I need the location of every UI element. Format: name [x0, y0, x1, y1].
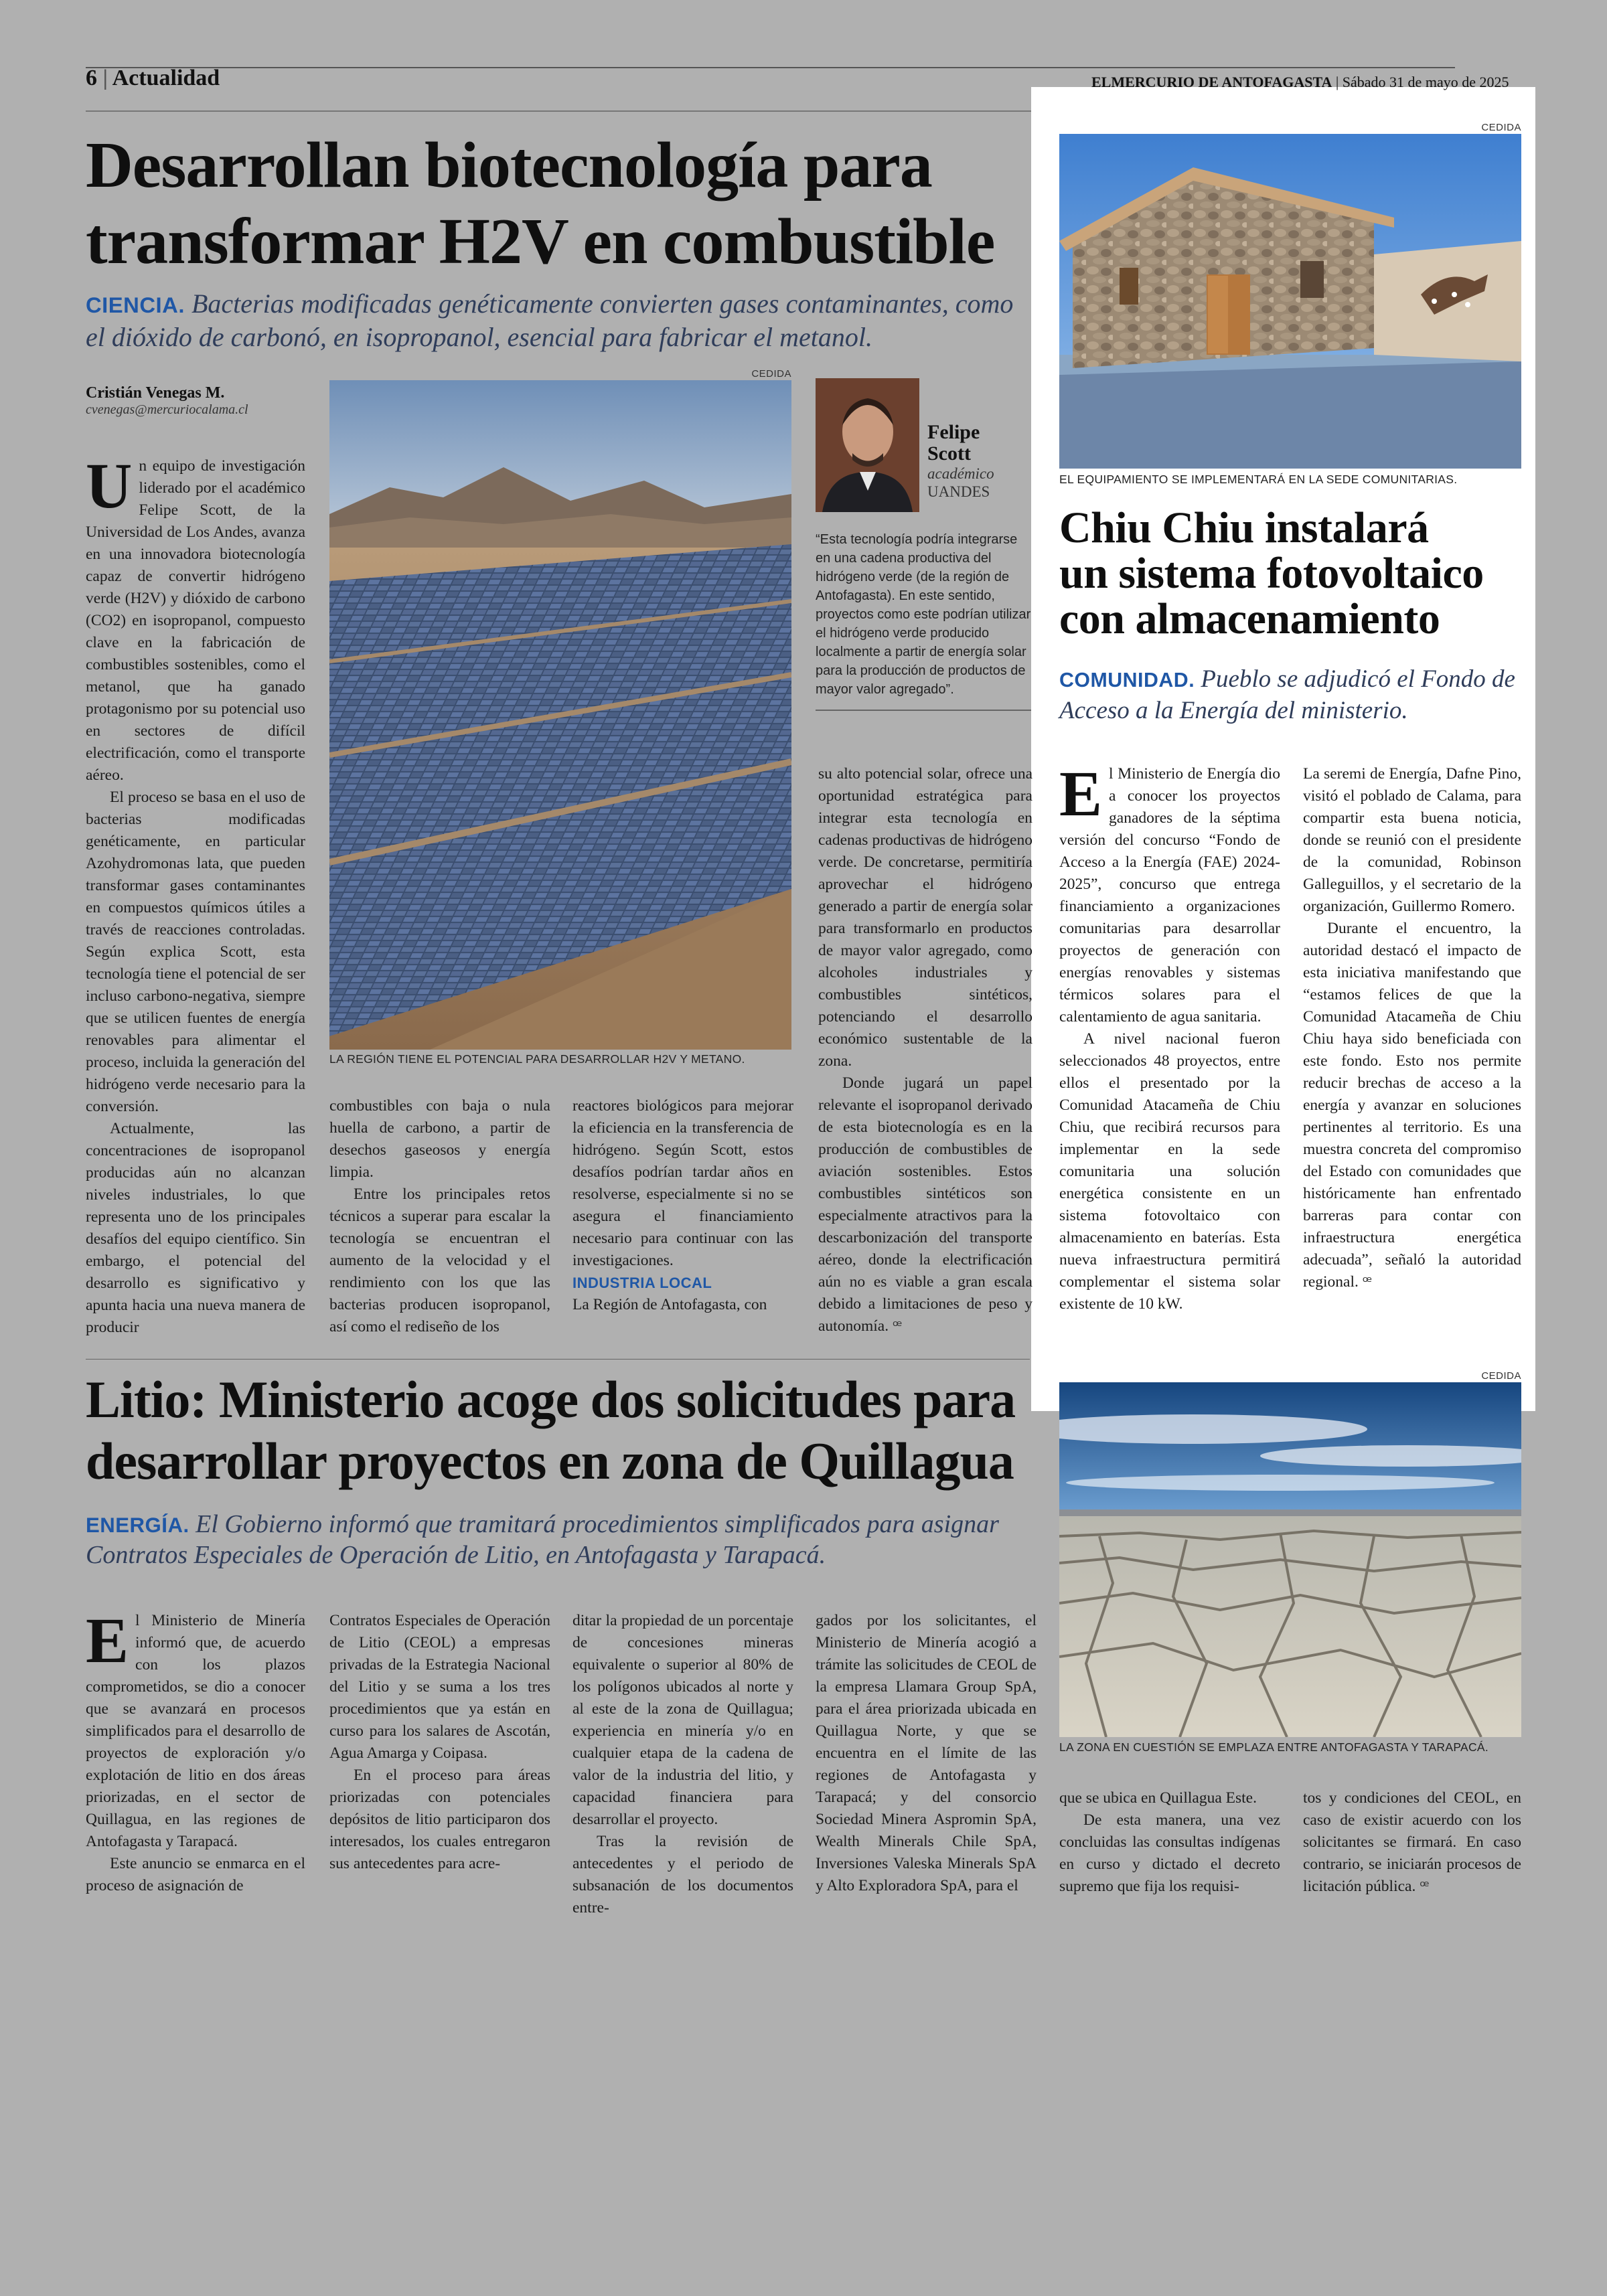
article3-paragraph: En el proceso para áreas priorizadas con potenciales depósitos de litio participaron dos interesados, los cuales entregaron sus antecedentes para acre- [329, 1767, 550, 1872]
article2-column-2 [1303, 763, 1521, 1293]
article2-deck-text: Pueblo se adjudicó el Fondo de Acceso a la Energía del ministerio. [1059, 665, 1515, 724]
article1-column-1 [86, 450, 305, 1339]
article1-paragraph: combustibles con baja o nula huella de carbono, a partir de desechos gaseosos y energía limpia. [329, 1097, 550, 1181]
article1-paragraph: Entre los principales retos técnicos a superar para escalar la tecnología se encuentran el aumento de la velocidad y el rendimiento con los que las bacterias producen isopropanol, así como el rediseño de los [329, 1185, 550, 1335]
article3-tag: ENERGÍA. [86, 1513, 189, 1537]
section-name: Actualidad [112, 66, 220, 90]
article1-headline [86, 127, 1037, 280]
article3-paragraph: Tras la revisión de antecedentes y el periodo de subsanación de los documentos entre- [572, 1833, 793, 1916]
article3-dropcap: E [86, 1605, 129, 1676]
issue-date: Sábado 31 de mayo de 2025 [1342, 74, 1509, 90]
article2-column-1 [1059, 758, 1280, 1315]
article2-photo-caption: EL EQUIPAMIENTO SE IMPLEMENTARÁ EN LA SEDE COMUNITARIAS. [1059, 473, 1458, 486]
article1-column-4 [818, 763, 1032, 1337]
article1-paragraph: El proceso se basa en el uso de bacterias modificadas genéticamente, en particular Azohydromonas lata, que pueden transformar gases contaminantes en compuestos químicos útiles a través de reacciones controladas. Según explica Scott, esta tecnología tiene el potencial de ser incluso carbono-negativa, siempre que se utilicen fuentes de energía renovables para alimentar el proceso, incluida la generación del hidrógeno verde necesario para la conversión. [86, 789, 305, 1115]
article1-paragraph [86, 450, 305, 787]
article1-column-3 [572, 1095, 793, 1316]
article1-paragraph-text: Donde jugará un papel relevante el isopropanol derivado de esta biotecnología es en la producción de combustibles de aviación sostenibles. Estos combustibles sintéticos son especialmente atractivos para la descarbonización del transporte aéreo, donde la electrificación aún no es viable a gran escala debido a limitaciones de peso y autonomía. [818, 1074, 1032, 1335]
article1-paragraph-text: n equipo de investigación liderado por el académico Felipe Scott, de la Universidad de Los Andes, avanza en una innovadora biotecnología capaz de convertir hidrógeno verde (H2V) y dióxido de carbono (CO2) en isopropanol, compuesto clave en la fabricación de combustibles sostenibles, como el metanol, que ha ganado protagonismo por su potencial uso en sectores de difícil electrificación, como el transporte aéreo. [86, 457, 305, 784]
page-folio: 6 | Actualidad [86, 66, 220, 90]
article1-photo-credit: CEDIDA [751, 368, 791, 380]
end-mark-icon: ꟹ [1420, 1878, 1430, 1895]
person-affiliation: UANDES [927, 483, 990, 500]
article1-paragraph: reactores biológicos para mejorar la eficiencia en la transferencia de hidrógeno. Según Scott, estos desafíos podrían tardar años en resolverse, especialmente si no se asegura el financiamiento necesario para continuar con las investigaciones. [572, 1097, 793, 1269]
article3-paragraph [86, 1605, 305, 1853]
felipe-scott-portrait [816, 378, 919, 512]
end-mark-icon: ꟹ [892, 1318, 903, 1335]
article3-headline [86, 1369, 1037, 1492]
article1-paragraph: Actualmente, las concentraciones de isopropanol producidas aún no alcanzan niveles industriales, lo que representa uno de los principales desafíos del equipo científico. Sin embargo, el potencial del desarrollo es significativo y apunta hacia una nueva manera de producir [86, 1120, 305, 1336]
article2-paragraph-text: l Ministerio de Energía dio a conocer los proyectos ganadores de la séptima versión del concurso “Fondo de Acceso a la Energía (FAE) 2024-2025”, concurso que entrega financiamiento a organizaciones comunitarias para desarrollar proyectos de generación con energías renovables y sistemas térmicos solares para el calentamiento de agua sanitaria. [1059, 765, 1280, 1026]
article3-column-2 [329, 1610, 550, 1875]
article2-photo-credit: CEDIDA [1481, 122, 1521, 133]
article3-paragraph: que se ubica en Quillagua Este. [1059, 1789, 1257, 1807]
newspaper-name: ELMERCURIO DE ANTOFAGASTA [1091, 74, 1332, 90]
article1-paragraph [818, 1072, 1032, 1337]
dateline: ELMERCURIO DE ANTOFAGASTA | Sábado 31 de mayo de 2025 [1091, 74, 1509, 90]
article3-paragraph-text: l Ministerio de Minería informó que, de acuerdo con los plazos comprometidos, se dio a conocer que se avanzará en procesos simplificados para el desarrollo de proyectos de exploración y/o explotación de litio en dos áreas priorizadas, en el sector de Quillagua, en las regiones de Antofagasta y Tarapacá. [86, 1612, 305, 1850]
article1-tag: CIENCIA. [86, 293, 185, 317]
article2-headline-line2: un sistema fotovoltaico [1059, 549, 1484, 598]
author-email[interactable]: cvenegas@mercuriocalama.cl [86, 402, 248, 417]
article3-column-3 [572, 1610, 793, 1919]
person-name-last: Scott [927, 442, 971, 465]
person-name-first: Felipe [927, 421, 980, 443]
article3-paragraph: Contratos Especiales de Operación de Litio (CEOL) a empresas privadas de la Estrategia Nacional del Litio y se suma a los tres procedimientos que ya están en curso para los salares de Ascotán, Agua Amarga y Coipasa. [329, 1612, 550, 1762]
article3-headline-line1: Litio: Ministerio acoge dos solicitudes para [86, 1370, 1016, 1428]
article1-paragraph: La Región de Antofagasta, con [572, 1296, 767, 1313]
felipe-scott-quote: “Esta tecnología podría integrarse en una cadena productiva del hidrógeno verde (de la región de Antofagasta). En este sentido, proyectos como este podrían utilizar el hidrógeno verde producido localmente a partir de energía solar para la producción de productos de mayor valor agregado”. [816, 532, 1031, 697]
article3-paragraph: ditar la propiedad de un porcentaje de concesiones mineras equivalente o superior al 80% de los polígonos ubicados al norte y al este de la zona de Quillagua; experiencia en minería y/o en cualquier etapa de la cadena de valor de la industria del litio, y capacidad financiera para desarrollar el proyecto. [572, 1612, 793, 1828]
article1-deck [86, 288, 1037, 353]
solar-farm-photo [329, 380, 791, 1050]
article2-headline-line1: Chiu Chiu instalará [1059, 503, 1429, 552]
community-building-photo [1059, 134, 1521, 469]
article2-paragraph: A nivel nacional fueron seleccionados 48 proyectos, entre ellos el presentado por la Comunidad Atacameña de Chiu Chiu, que recibirá recursos para implementar en la sede comunitaria una solución energética consistente en un sistema fotovoltaico con almacenamiento en baterías. Esta nueva infraestructura permitirá complementar el sistema solar existente de 10 kW. [1059, 1030, 1280, 1313]
article3-column-6 [1303, 1787, 1521, 1898]
article2-headline-line3: con almacenamiento [1059, 594, 1440, 643]
article3-paragraph [1303, 1787, 1521, 1898]
article3-column-5 [1059, 1787, 1280, 1898]
author-name: Cristián Venegas M. [86, 384, 225, 402]
article3-paragraph: De esta manera, una vez concluidas las consultas indígenas en curso y dictado el decreto supremo que fija los requisi- [1059, 1811, 1280, 1895]
end-mark-icon: ꟹ [1362, 1274, 1372, 1291]
person-role: académico [927, 465, 994, 482]
article3-headline-line2: desarrollar proyectos en zona de Quillagua [86, 1432, 1014, 1490]
article1-column-2 [329, 1095, 550, 1338]
article2-dropcap: E [1059, 758, 1103, 829]
salt-flat-photo [1059, 1382, 1521, 1737]
article3-deck [86, 1509, 1037, 1570]
article2-paragraph [1059, 758, 1280, 1028]
article3-paragraph-text: tos y condiciones del CEOL, en caso de existir acuerdo con los solicitantes se firmará. En caso contrario, se iniciarán procesos de licitación pública. [1303, 1789, 1521, 1895]
article1-paragraph: su alto potencial solar, ofrece una oportunidad estratégica para integrar esta tecnología en cadenas productivas de hidrógeno verde. De concretarse, permitiría aprovechar el hidrógeno generado a partir de energía solar para transformarlo en productos de mayor valor agregado, como alcoholes industriales y combustibles sintéticos, potenciando el desarrollo económico sustentable de la zona. [818, 765, 1032, 1070]
article1-headline-line2: transformar H2V en combustible [86, 206, 995, 278]
article2-paragraph-text: Durante el encuentro, la autoridad destacó el impacto de esta iniciativa manifestando que “estamos felices de que la Comunidad Atacameña de Chiu Chiu haya sido beneficiada con este fondo. Esto nos permite reducir brechas de acceso a la energía y avanzar en soluciones pertinentes al territorio. Es una muestra concreta del compromiso del Estado con comunidades que históricamente han enfrentado barreras para contar con infraestructura energética adecuada”, señaló la autoridad regional. [1303, 920, 1521, 1291]
article1-subhead: INDUSTRIA LOCAL [572, 1275, 712, 1291]
article3-column-4 [816, 1610, 1037, 1897]
article3-photo-credit: CEDIDA [1481, 1370, 1521, 1382]
article2-deck [1059, 664, 1521, 726]
felipe-scott-label [927, 422, 1021, 501]
article2-paragraph: La seremi de Energía, Dafne Pino, visitó el poblado de Calama, para compartir esta buena noticia, donde se reunió con el presidente de la comunidad, Robinson Galleguillos, y el secretario de la organización, Guillermo Romero. [1303, 765, 1521, 915]
page-number: 6 [86, 66, 97, 90]
article2-tag: COMUNIDAD. [1059, 669, 1195, 691]
article3-column-1 [86, 1605, 305, 1897]
article3-deck-text: El Gobierno informó que tramitará procedimientos simplificados para asignar Contratos Especiales de Operación de Litio, en Antofagasta y Tarapacá. [86, 1510, 999, 1569]
article3-paragraph: gados por los solicitantes, el Ministerio de Minería acogió a trámite las solicitudes de CEOL de la empresa Llamara Group SpA, para el área priorizada ubicada en Quillagua Norte, y que se encuentra en el límite de las regiones de Antofagasta y Tarapacá; y del consorcio Sociedad Minera Aspromin SpA, Wealth Minerals Chile SpA, Inversiones Valeska Minerals SpA y Alto Exploradora SpA, para el [816, 1612, 1037, 1894]
article1-headline-line1: Desarrollan biotecnología para [86, 129, 932, 201]
article3-photo-caption: LA ZONA EN CUESTIÓN SE EMPLAZA ENTRE ANTOFAGASTA Y TARAPACÁ. [1059, 1740, 1489, 1754]
article2-paragraph [1303, 918, 1521, 1293]
article1-byline [86, 384, 313, 418]
quote-divider [816, 710, 1031, 711]
article2-headline [1059, 505, 1521, 642]
article1-dropcap: U [86, 450, 133, 521]
article1-photo-caption: LA REGIÓN TIENE EL POTENCIAL PARA DESARROLLAR H2V Y METANO. [329, 1052, 745, 1066]
article1-deck-text: Bacterias modificadas genéticamente convierten gases contaminantes, como el dióxido de carbonó, en isopropanol, esencial para fabricar el metanol. [86, 289, 1014, 352]
article3-paragraph: Este anuncio se enmarca en el proceso de asignación de [86, 1855, 305, 1894]
